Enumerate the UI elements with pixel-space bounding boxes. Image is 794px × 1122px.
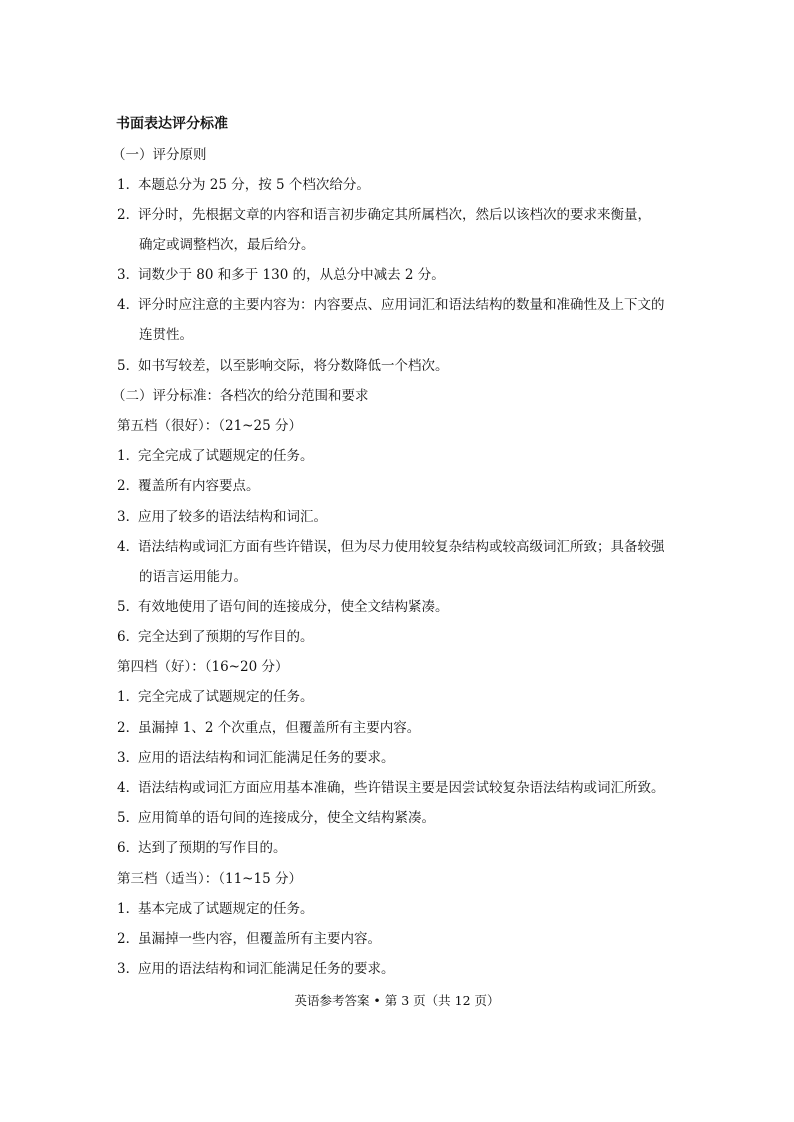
item-number: 1． xyxy=(117,448,140,464)
principle-item-3 xyxy=(117,266,445,284)
document-title: 书面表达评分标准 xyxy=(116,116,228,132)
tier4-heading: 第四档（好）：（16~20 分） xyxy=(117,659,289,675)
tier4-item-3 xyxy=(117,749,395,767)
item-number: 1． xyxy=(117,689,140,705)
principle-item-4-continuation: 连贯性。 xyxy=(139,327,193,343)
item-text: 应用了较多的语法结构和词汇。 xyxy=(138,509,327,525)
item-text: 应用的语法结构和词汇能满足任务的要求。 xyxy=(138,961,395,977)
item-text: 基本完成了试题规定的任务。 xyxy=(138,901,314,917)
item-number: 1． xyxy=(117,177,140,193)
tier3-item-2 xyxy=(117,930,381,948)
section-heading-criteria: （二）评分标准：各档次的给分范围和要求 xyxy=(112,388,369,404)
principle-item-4 xyxy=(117,296,665,314)
item-number: 3． xyxy=(117,750,140,766)
tier4-item-2 xyxy=(117,719,420,737)
item-text: 评分时应注意的主要内容为：内容要点、应用词汇和语法结构的数量和准确性及上下文的 xyxy=(138,297,665,313)
item-number: 2． xyxy=(117,720,140,736)
item-number: 4． xyxy=(117,539,140,555)
tier5-item-3 xyxy=(117,508,327,526)
item-text: 语法结构或词汇方面有些许错误，但为尽力使用较复杂结构或较高级词汇所致；具备较强 xyxy=(138,539,665,555)
item-text: 如书写较差，以至影响交际，将分数降低一个档次。 xyxy=(138,358,449,374)
item-text: 词数少于 80 和多于 130 的，从总分中减去 2 分。 xyxy=(138,267,445,283)
tier5-item-2 xyxy=(117,477,260,495)
tier4-item-4 xyxy=(117,779,665,797)
item-number: 4． xyxy=(117,297,140,313)
principle-item-2 xyxy=(117,206,651,224)
tier3-item-3 xyxy=(117,960,395,978)
item-number: 5． xyxy=(117,810,140,826)
item-number: 5． xyxy=(117,599,140,615)
item-number: 6． xyxy=(117,629,140,645)
item-text: 本题总分为 25 分，按 5 个档次给分。 xyxy=(138,177,370,193)
principle-item-5 xyxy=(117,357,449,375)
principle-item-1 xyxy=(117,176,370,194)
item-text: 完全达到了预期的写作目的。 xyxy=(138,629,314,645)
tier4-item-5 xyxy=(117,809,435,827)
item-text: 覆盖所有内容要点。 xyxy=(138,478,260,494)
item-text: 虽漏掉一些内容，但覆盖所有主要内容。 xyxy=(138,931,381,947)
item-text: 虽漏掉 1、2 个次重点，但覆盖所有主要内容。 xyxy=(138,720,421,736)
item-text: 应用的语法结构和词汇能满足任务的要求。 xyxy=(138,750,395,766)
tier5-item-4-continuation: 的语言运用能力。 xyxy=(139,569,247,585)
tier3-item-1 xyxy=(117,900,314,918)
principle-item-2-continuation: 确定或调整档次，最后给分。 xyxy=(139,237,315,253)
tier5-item-5 xyxy=(117,598,449,616)
item-text: 评分时，先根据文章的内容和语言初步确定其所属档次，然后以该档次的要求来衡量， xyxy=(138,207,651,223)
tier3-heading: 第三档（适当）：（11~15 分） xyxy=(117,871,302,887)
tier5-heading: 第五档（很好）：（21~25 分） xyxy=(117,418,302,434)
item-number: 5． xyxy=(117,358,140,374)
item-text: 应用简单的语句间的连接成分，使全文结构紧凑。 xyxy=(138,810,435,826)
item-number: 2． xyxy=(117,478,140,494)
item-text: 有效地使用了语句间的连接成分，使全文结构紧凑。 xyxy=(138,599,449,615)
item-number: 4． xyxy=(117,780,140,796)
item-number: 2． xyxy=(117,207,140,223)
item-number: 6． xyxy=(117,840,140,856)
item-text: 完全完成了试题规定的任务。 xyxy=(138,448,314,464)
item-number: 3． xyxy=(117,267,140,283)
item-text: 语法结构或词汇方面应用基本准确，些许错误主要是因尝试较复杂语法结构或词汇所致。 xyxy=(138,780,665,796)
item-number: 2． xyxy=(117,931,140,947)
item-number: 1． xyxy=(117,901,140,917)
tier5-item-4 xyxy=(117,538,665,556)
tier5-item-6 xyxy=(117,628,314,646)
item-text: 达到了预期的写作目的。 xyxy=(138,840,287,856)
tier4-item-1 xyxy=(117,688,314,706)
tier4-item-6 xyxy=(117,839,287,857)
section-heading-principles: （一）评分原则 xyxy=(112,147,207,163)
item-number: 3． xyxy=(117,509,140,525)
tier5-item-1 xyxy=(117,447,314,465)
item-text: 完全完成了试题规定的任务。 xyxy=(138,689,314,705)
item-number: 3． xyxy=(117,961,140,977)
page-footer: 英语参考答案 • 第 3 页（共 12 页） xyxy=(294,993,500,1008)
